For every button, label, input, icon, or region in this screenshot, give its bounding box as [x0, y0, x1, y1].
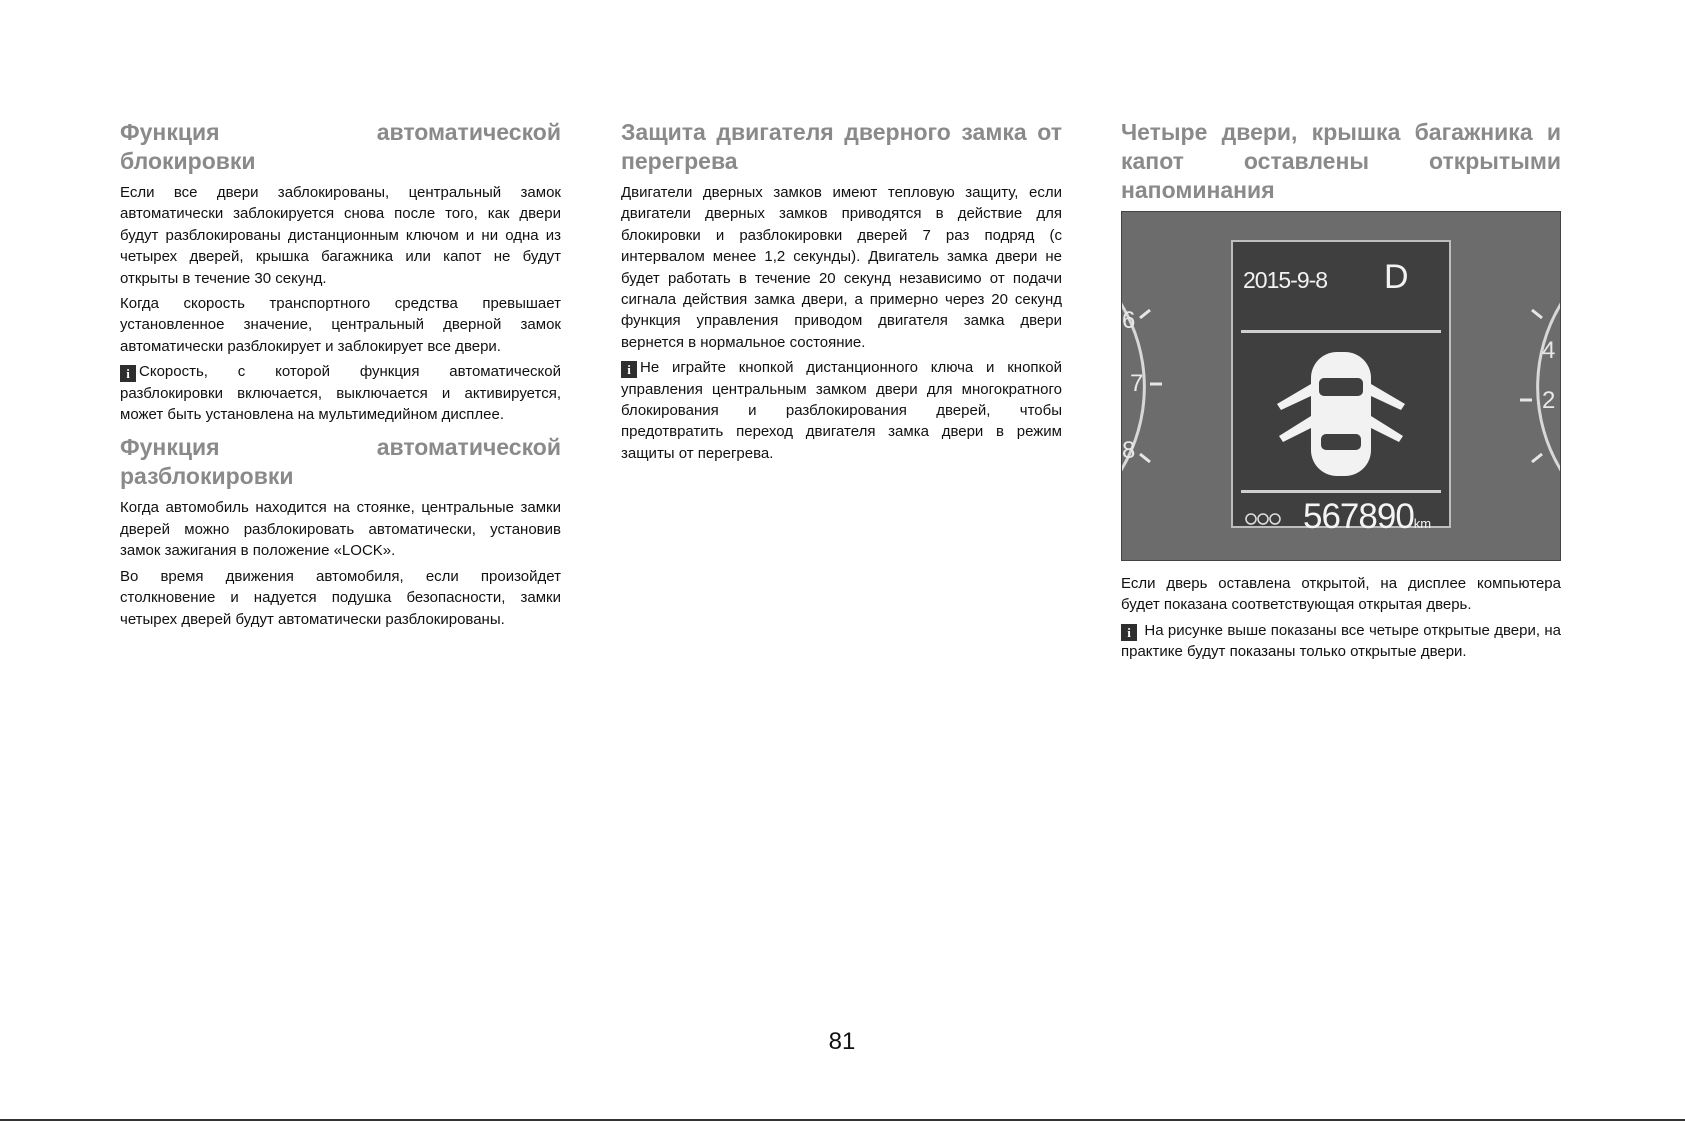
info-icon: i: [120, 365, 136, 382]
display-screen: [1231, 240, 1451, 536]
gauge-number: 6: [1122, 307, 1136, 334]
heading-word: блокировки: [120, 148, 256, 174]
date-readout: 2015-9-8: [1243, 267, 1328, 293]
note-text: Скорость, с которой функция автоматической разблокировки включается, выключается и активируется, может быть установлена на мультимедийном дисплее.: [120, 363, 561, 424]
paragraph: Во время движения автомобиля, если произойдет столкновение и надуется подушка безопасности, замки четырех дверей будут автоматически разблокированы.: [120, 567, 561, 628]
heading-word: разблокировки: [120, 463, 294, 490]
dashboard-figure: [1121, 211, 1561, 561]
heading-word: Функция: [120, 434, 220, 461]
odometer-icon: [1245, 512, 1281, 526]
page-bottom-border: [0, 1119, 1685, 1121]
heading-word: автоматической: [376, 434, 561, 461]
note: [1121, 620, 1561, 663]
column-3: [1121, 118, 1561, 667]
note: [621, 357, 1062, 464]
gauge-number: 2: [1542, 387, 1556, 414]
odometer-value: 567890: [1303, 497, 1414, 536]
odometer-unit: km: [1413, 516, 1432, 531]
info-icon: i: [1121, 624, 1137, 641]
heading-auto-lock: [120, 118, 561, 176]
paragraph: Когда автомобиль находится на стоянке, центральные замки дверей можно разблокировать автоматически, установив замок зажигания в положение «LOCK».: [120, 499, 561, 560]
page-number: 81: [828, 1028, 856, 1055]
info-icon: i: [621, 361, 637, 378]
divider: [1241, 330, 1441, 333]
column-2: [621, 118, 1062, 468]
heading-word: автоматической: [376, 119, 561, 145]
paragraph: Если все двери заблокированы, центральный замок автоматически заблокируется снова после того, как двери будут разблокированы дистанционным ключом и ни одна из четырех дверей, крышка багажника или капот не будут открыты в течение 30 секунд.: [120, 184, 561, 287]
column-1: [120, 118, 561, 634]
paragraph: Когда скорость транспортного средства превышает установленное значение, центральный дверной замок автоматически разблокирует и заблокирует все двери.: [120, 295, 561, 355]
gauge-number: 8: [1122, 437, 1136, 464]
paragraph: Если дверь оставлена открытой, на дисплее компьютера будет показана соответствующая открытая дверь.: [1121, 575, 1561, 614]
gauge-number: 7: [1130, 370, 1144, 397]
divider: [1241, 490, 1441, 493]
heading-auto-unlock: [120, 433, 561, 491]
gauge-number: 4: [1542, 337, 1556, 364]
paragraph: Двигатели дверных замков имеют тепловую защиту, если двигатели дверных замков приводятся в действие для блокировки и разблокировки дверей 7 раз подряд (с интервалом менее 1,2 секунды). Двигатель замка двери не будет работать в течение 20 секунд независимо от подачи сигнала действия замка двери, а примерно через 20 секунд функция управления приводом двигателя замка двери вернется в нормальное состояние.: [621, 184, 1062, 351]
gear-indicator: D: [1384, 258, 1409, 296]
note: [120, 361, 561, 425]
heading-word: Функция: [120, 119, 220, 145]
odometer-readout: [1303, 497, 1431, 537]
car-open-doors-icon: [1273, 344, 1409, 484]
note-text: На рисунке выше показаны все четыре открытые двери, на практике будут показаны только открытые двери.: [1121, 621, 1561, 661]
heading-overheat-protection: Защита двигателя дверного замка от перегрева: [621, 119, 1062, 174]
heading-open-doors-reminder: Четыре двери, крышка багажника и капот оставлены открытыми напоминания: [1121, 119, 1561, 203]
note-text: Не играйте кнопкой дистанционного ключа и кнопкой управления центральным замком двери для многократного блокирования и разблокирования дверей, чтобы предотвратить переход двигателя замка двери в режим защиты от перегрева.: [621, 359, 1062, 462]
